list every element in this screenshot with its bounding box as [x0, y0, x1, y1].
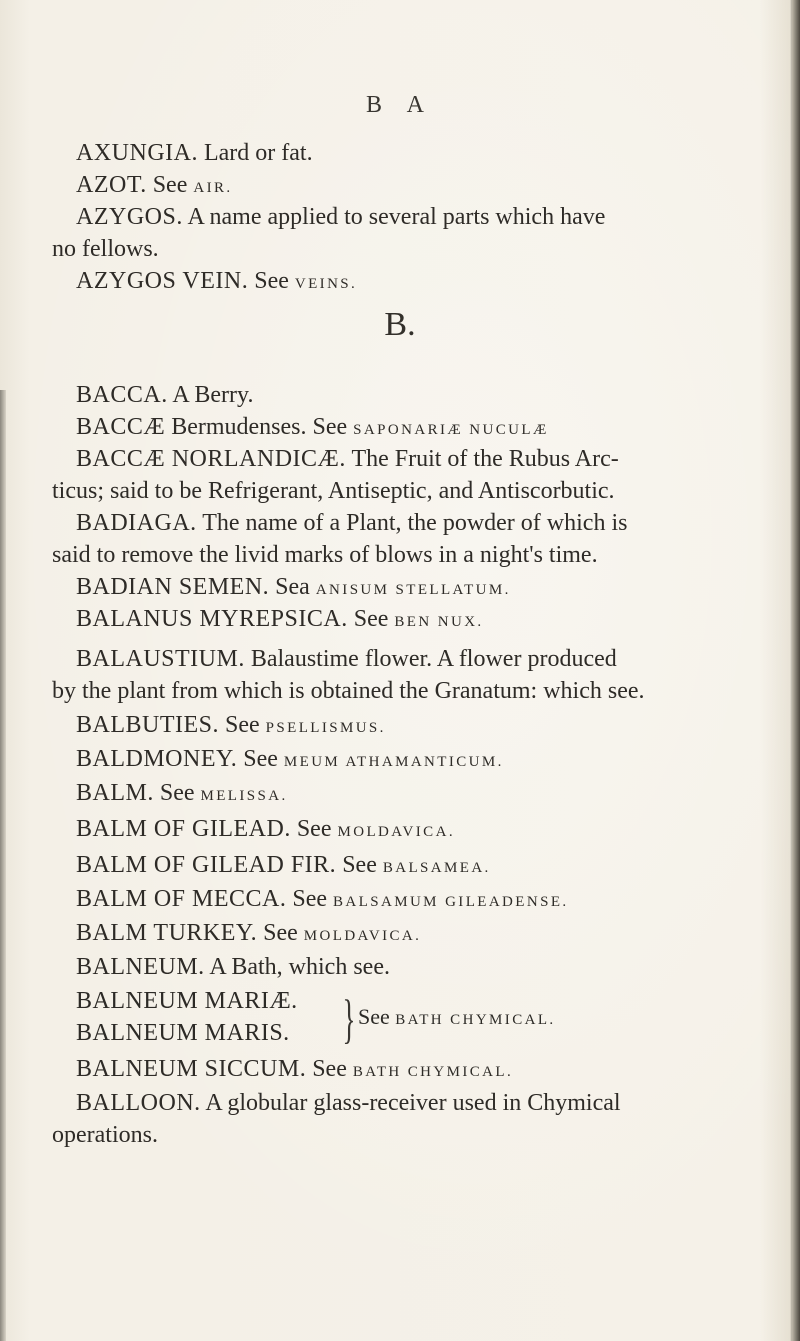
- entry-baccae-norlandicae: [76, 446, 619, 473]
- entry-text: See: [286, 886, 334, 912]
- brace-icon: }: [342, 989, 356, 1049]
- entry-headword: BALBUTIES.: [76, 712, 219, 738]
- entry-text: See: [248, 268, 295, 294]
- entry-azygos: [76, 204, 605, 231]
- entry-text: The name of a Plant, the powder of which is: [196, 510, 628, 536]
- brace-reference-text: See: [358, 1004, 396, 1029]
- entry-headword: AZOT.: [76, 172, 147, 198]
- entry-headword: BALAUSTIUM.: [76, 646, 245, 672]
- entry-text: Bermudenses. See: [165, 414, 354, 440]
- entry-balaustium-continuation: by the plant from which is obtained the Granatum: which see.: [52, 678, 645, 704]
- entry-text: Lard or fat.: [197, 140, 313, 166]
- entry-headword: BACCÆ: [76, 414, 166, 440]
- entry-balaustium: [76, 646, 617, 673]
- cross-reference: SAPONARIÆ NUCULÆ: [353, 422, 549, 438]
- cross-reference: MEUM ATHAMANTICUM.: [283, 754, 504, 770]
- entry-azygos-vein: [76, 268, 357, 295]
- brace-line-2: BALNEUM MARIS.: [76, 1020, 290, 1046]
- cross-reference: MELISSA.: [200, 788, 288, 804]
- cross-reference: BALSAMEA.: [382, 860, 491, 876]
- cross-reference: BATH CHYMICAL.: [395, 1012, 556, 1028]
- balneum-brace-group: [76, 988, 676, 1054]
- entry-headword: BALM OF GILEAD FIR.: [76, 852, 337, 878]
- entry-headword: BALM TURKEY.: [76, 920, 258, 946]
- entry-headword: BALM.: [76, 780, 154, 806]
- cross-reference: PSELLISMUS.: [265, 720, 386, 736]
- cross-reference: VEINS.: [294, 276, 358, 292]
- entry-azot: [76, 172, 233, 199]
- entry-text: Balaustime flower. A flower produced: [244, 646, 617, 672]
- entry-balm: [76, 780, 288, 807]
- entry-headword: BALNEUM SICCUM.: [76, 1056, 307, 1082]
- entry-bacca: [76, 382, 253, 409]
- cross-reference: BEN NUX.: [394, 614, 484, 630]
- entry-text: See: [347, 606, 395, 632]
- entry-text: See: [290, 816, 338, 842]
- entry-text: See: [146, 172, 194, 198]
- entry-badiaga-continuation: said to remove the livid marks of blows in a night's time.: [52, 542, 598, 568]
- entry-baccae-norlandicae-continuation: ticus; said to be Refrigerant, Antiseptic, and Antiscorbutic.: [52, 478, 615, 504]
- brace-line-1: BALNEUM MARIÆ.: [76, 988, 298, 1014]
- entry-balanus-myrepsica: [76, 606, 484, 633]
- entry-balm-of-mecca: [76, 886, 569, 913]
- entry-azygos-continuation: no fellows.: [52, 236, 159, 262]
- section-letter: B.: [384, 306, 416, 343]
- entry-headword: BADIAGA.: [76, 510, 197, 536]
- entry-headword: AZYGOS.: [76, 204, 183, 230]
- entry-headword: BALM OF MECCA.: [76, 886, 287, 912]
- entry-headword: BALNEUM.: [76, 954, 205, 980]
- entry-balm-turkey: [76, 920, 421, 947]
- page-right-edge: [792, 0, 800, 1341]
- cross-reference: MOLDAVICA.: [303, 928, 422, 944]
- entry-balm-of-gilead: [76, 816, 455, 843]
- entry-headword: BALM OF GILEAD.: [76, 816, 291, 842]
- cross-reference: ANISUM STELLATUM.: [315, 582, 511, 598]
- entry-baccae-bermudenses: [76, 414, 549, 441]
- entry-text: See: [219, 712, 266, 738]
- entry-text: The Fruit of the Rubus Arc-: [345, 446, 619, 472]
- entry-text: See: [237, 746, 284, 772]
- entry-balneum-siccum: [76, 1056, 513, 1083]
- entry-balloon: [76, 1090, 621, 1117]
- brace-reference: [358, 1004, 556, 1030]
- entry-text: See: [257, 920, 304, 946]
- entry-text: See: [336, 852, 383, 878]
- entry-headword: BACCÆ NORLANDICÆ.: [76, 446, 346, 472]
- running-head: B A: [365, 92, 434, 118]
- entry-balloon-continuation: operations.: [52, 1122, 158, 1148]
- entry-headword: BALDMONEY.: [76, 746, 238, 772]
- cross-reference: BATH CHYMICAL.: [352, 1064, 514, 1080]
- entry-axungia: [76, 140, 313, 167]
- entry-headword: BACCA.: [76, 382, 168, 408]
- entry-text: A globular glass-receiver used in Chymical: [200, 1090, 621, 1116]
- entry-baldmoney: [76, 746, 504, 773]
- entry-headword: BALANUS MYREPSICA.: [76, 606, 348, 632]
- entry-badiaga: [76, 510, 627, 537]
- page-left-edge: [0, 390, 6, 1341]
- entry-text: See: [306, 1056, 353, 1082]
- entry-badian-semen: [76, 574, 511, 601]
- entry-headword: BADIAN SEMEN.: [76, 574, 270, 600]
- entry-text: A name applied to several parts which have: [182, 204, 606, 230]
- cross-reference: MOLDAVICA.: [337, 824, 455, 840]
- cross-reference: BALSAMUM GILEADENSE.: [333, 894, 569, 910]
- entry-headword: BALLOON.: [76, 1090, 201, 1116]
- cross-reference: AIR.: [193, 180, 233, 196]
- entry-balm-of-gilead-fir: [76, 852, 491, 879]
- entry-headword: AZYGOS VEIN.: [76, 268, 249, 294]
- entry-text: See: [153, 780, 201, 806]
- entry-text: A Berry.: [167, 382, 254, 408]
- entry-text: A Bath, which see.: [204, 954, 390, 980]
- entry-balneum: [76, 954, 390, 981]
- entry-text: Sea: [269, 574, 316, 600]
- entry-headword: AXUNGIA.: [76, 140, 198, 166]
- entry-balbuties: [76, 712, 386, 739]
